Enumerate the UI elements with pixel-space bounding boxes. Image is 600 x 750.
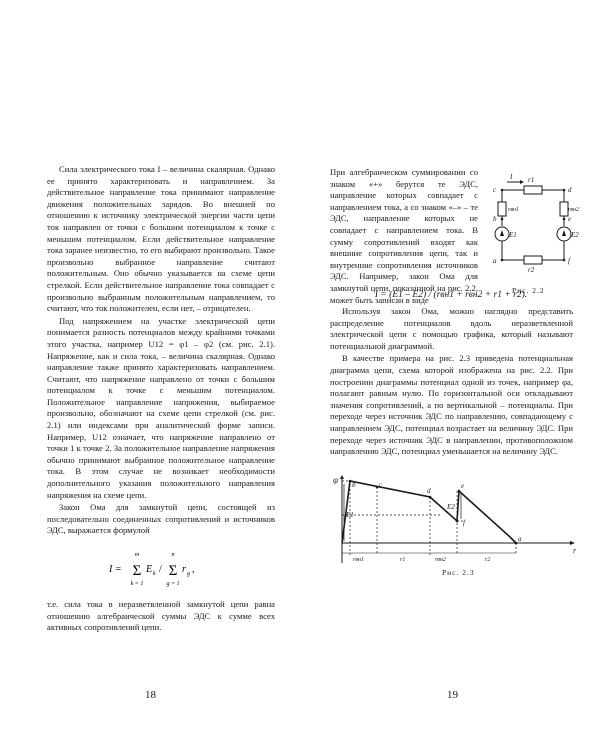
node-f-label: f <box>568 257 570 265</box>
paragraph-potential-diagram-example: В качестве примера на рис. 2.3 приведена потенциальная диаграмма цепи, схема которой изображена на рис. 2.2. При построении диаграммы потенциал одной из точек, например φa, полагают равным нулю. По горизонтальной оси откладывают значения сопротивлений, а по вертикальной – потенциалы. При переходе через источник ЭДС по направлению, совпадающему с направлением ЭДС, потенциал возрастает на величину ЭДС. При переходе через источник ЭДС в направлении, противоположном направлению ЭДС, потенциал уменьшается на величину ЭДС. <box>330 353 573 457</box>
paragraph-ohm-law-intro: Закон Ома для замкнутой цепи, состоящей из последовательно соединенных сопротивлений и источников ЭДС, выражается формулой <box>47 502 275 536</box>
point-d-label: d <box>427 487 431 495</box>
formula-term1: E <box>146 564 153 575</box>
node-a-label: a <box>493 257 497 265</box>
formula-sum2-sign: Σ <box>168 563 178 579</box>
formula-sum1-sign: Σ <box>132 563 142 579</box>
e1-label: E1 <box>509 231 517 239</box>
figure-2-3-potential-diagram <box>330 475 580 565</box>
formula-term2-sub: g <box>187 571 190 577</box>
ohm-law-formula-graphic <box>47 547 275 589</box>
formula-sum2-top: n <box>171 552 175 558</box>
paragraph-voltage: Под напряжением на участке электрической цепи понимается разность потенциалов между крайними точками этого участка, например U12 = φ1 – φ2 (см. рис. 2.1). Напряжение, как и сила тока, – величина скалярная. Однако направление также принято характеризовать направлением. Считают, что напряжение направлено от точки с большим потенциалом к точке с меньшим потенциалом. Положительное направление напряжения, выбираемое произвольно, обозначают на схеме цепи стрелкой (см. рис. 2.1) или индексами при аналитической форме записи. Например, U12 означает, что напряжение направлено от точки 1 к точке 2. За положительное направление напряжения обычно принимают выбранное положительное направление тока. В этом случае не возникает необходимости дополнительного указания положительного направления напряжения на схеме цепи. <box>47 315 275 500</box>
figure-2-2-caption: Рис. 2.2 <box>512 286 545 295</box>
rvn2-label: rвн2 <box>568 207 579 213</box>
node-d-label: d <box>568 186 572 194</box>
resistor-rvn1 <box>498 202 506 216</box>
paragraph-current: Сила электрического тока I – величина скалярная. Однако ее принято характеризовать и направлением. За действительное направление тока принимают направление движения положительных зарядов. Во внешней по отношению к источнику электрической энергии части цепи ток направлен от точки с большим потенциалом к точке с меньшим потенциалом. Если действительное направление тока заранее неизвестно, то его выбирают произвольно. Такое произвольно выбранное направление считают положительным. Оно обычно указывается на схеме цепи стрелкой. Если действительное направление тока совпадает с произвольно выбранным положительным направлением, то считают, что ток положителен, если нет, – отрицателен. <box>47 164 275 314</box>
paragraph-potential-diagram-intro: Используя закон Ома, можно наглядно представить распределение потенциалов вдоль неразветвленной электрической цепи с помощью графика, который называют потенциальной диаграммой. <box>330 306 573 351</box>
e2-label: E2 <box>571 231 579 239</box>
formula-sum2-bottom: g = 1 <box>166 581 180 587</box>
ohm-law-formula <box>47 547 275 589</box>
figure-2-2-circuit <box>482 170 582 290</box>
section-rvn1-label: rвн1 <box>353 557 364 563</box>
resistor-r1 <box>524 186 542 194</box>
page-number-right: 19 <box>447 689 458 701</box>
rvn1-label: rвн1 <box>508 207 519 213</box>
node-c-label: c <box>493 186 497 194</box>
formula-end: , <box>192 564 195 575</box>
node-b-label: b <box>493 215 497 223</box>
resistor-rvn2 <box>560 202 568 216</box>
resistor-r2 <box>524 256 542 264</box>
current-label: I <box>510 173 513 181</box>
page-number-left: 18 <box>145 689 156 701</box>
paragraph-ohm-law-meaning: т.е. сила тока в неразветвленной замкнутой цепи равна отношению алгебраической суммы ЭДС к сумме всех активных сопротивлений цепи. <box>47 599 275 633</box>
formula-lhs: I = <box>109 564 122 575</box>
r2-label: r2 <box>528 266 535 274</box>
right-body-text <box>330 306 573 458</box>
node-e-label: e <box>568 215 572 223</box>
axis-r-label: r <box>573 546 577 555</box>
r1-label: r1 <box>528 176 535 184</box>
point-f-label: f <box>463 519 465 527</box>
section-r2-label: r2 <box>485 557 491 563</box>
formula-term1-sub: k <box>153 571 156 577</box>
point-c-label: c <box>379 481 383 489</box>
closed-circuit-formula: I = (E1 – E2) / (rвн1 + rвн2 + r1 + r2). <box>374 290 528 300</box>
axis-phi-label: φ <box>333 475 338 485</box>
point-e-label: e <box>461 482 465 490</box>
formula-sum1-top: m <box>134 552 140 558</box>
section-rvn2-label: rвн2 <box>435 557 446 563</box>
figure-2-3-caption: Рис. 2.3 <box>442 568 475 577</box>
e1-diagram-label: E1 <box>346 511 354 519</box>
section-r1-label: r1 <box>400 557 406 563</box>
formula-slash: / <box>159 564 162 575</box>
formula-sum1-bottom: k = 1 <box>130 581 144 587</box>
e2-diagram-label: E2 <box>447 503 455 511</box>
point-b-label: b <box>352 481 356 489</box>
point-a-label: a <box>518 535 522 543</box>
left-text-column <box>47 164 275 634</box>
paragraph-algebraic-sum: При алгебраическом суммировании со знаком «+» берутся те ЭДС, направление которых совпадает с направлением тока, а со знаком «–» – те ЭДС, направление которых не совпадает с направлением тока. В сумму сопротивлений входят как внешние сопротивления цепи, так и внутренние сопротивления источников ЭДС. Например, закон Ома для замкнутой цепи, показанной на рис. 2.2, может быть записан в виде <box>330 167 478 305</box>
formula-term2: r <box>182 564 186 575</box>
